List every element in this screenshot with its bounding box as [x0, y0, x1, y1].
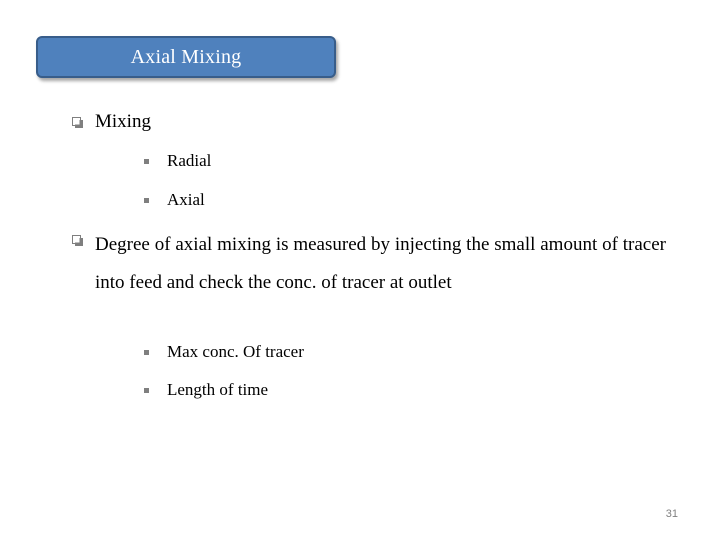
page-number: 31: [665, 508, 678, 520]
sub-bullet-axial-text: Axial: [167, 190, 205, 209]
small-square-bullet-icon: [144, 388, 149, 393]
slide-title: Axial Mixing: [130, 46, 242, 68]
small-square-bullet-icon: [144, 159, 149, 164]
small-square-bullet-icon: [144, 198, 149, 203]
square-bullet-icon: [72, 235, 83, 246]
sub-bullet-length-of-time-text: Length of time: [167, 380, 269, 399]
square-bullet-icon: [72, 117, 83, 128]
slide-title-box: [36, 36, 336, 78]
sub-bullet-max-conc-text: Max conc. Of tracer: [167, 342, 304, 361]
small-square-bullet-icon: [144, 350, 149, 355]
bullet-mixing-text: Mixing: [95, 111, 151, 132]
sub-bullet-radial-text: Radial: [167, 151, 212, 170]
bullet-degree-text: Degree of axial mixing is measured by injecting the small amount of tracer into feed and check the conc. of tracer at outlet: [95, 234, 666, 293]
bullet-degree-paragraph: [72, 226, 666, 301]
